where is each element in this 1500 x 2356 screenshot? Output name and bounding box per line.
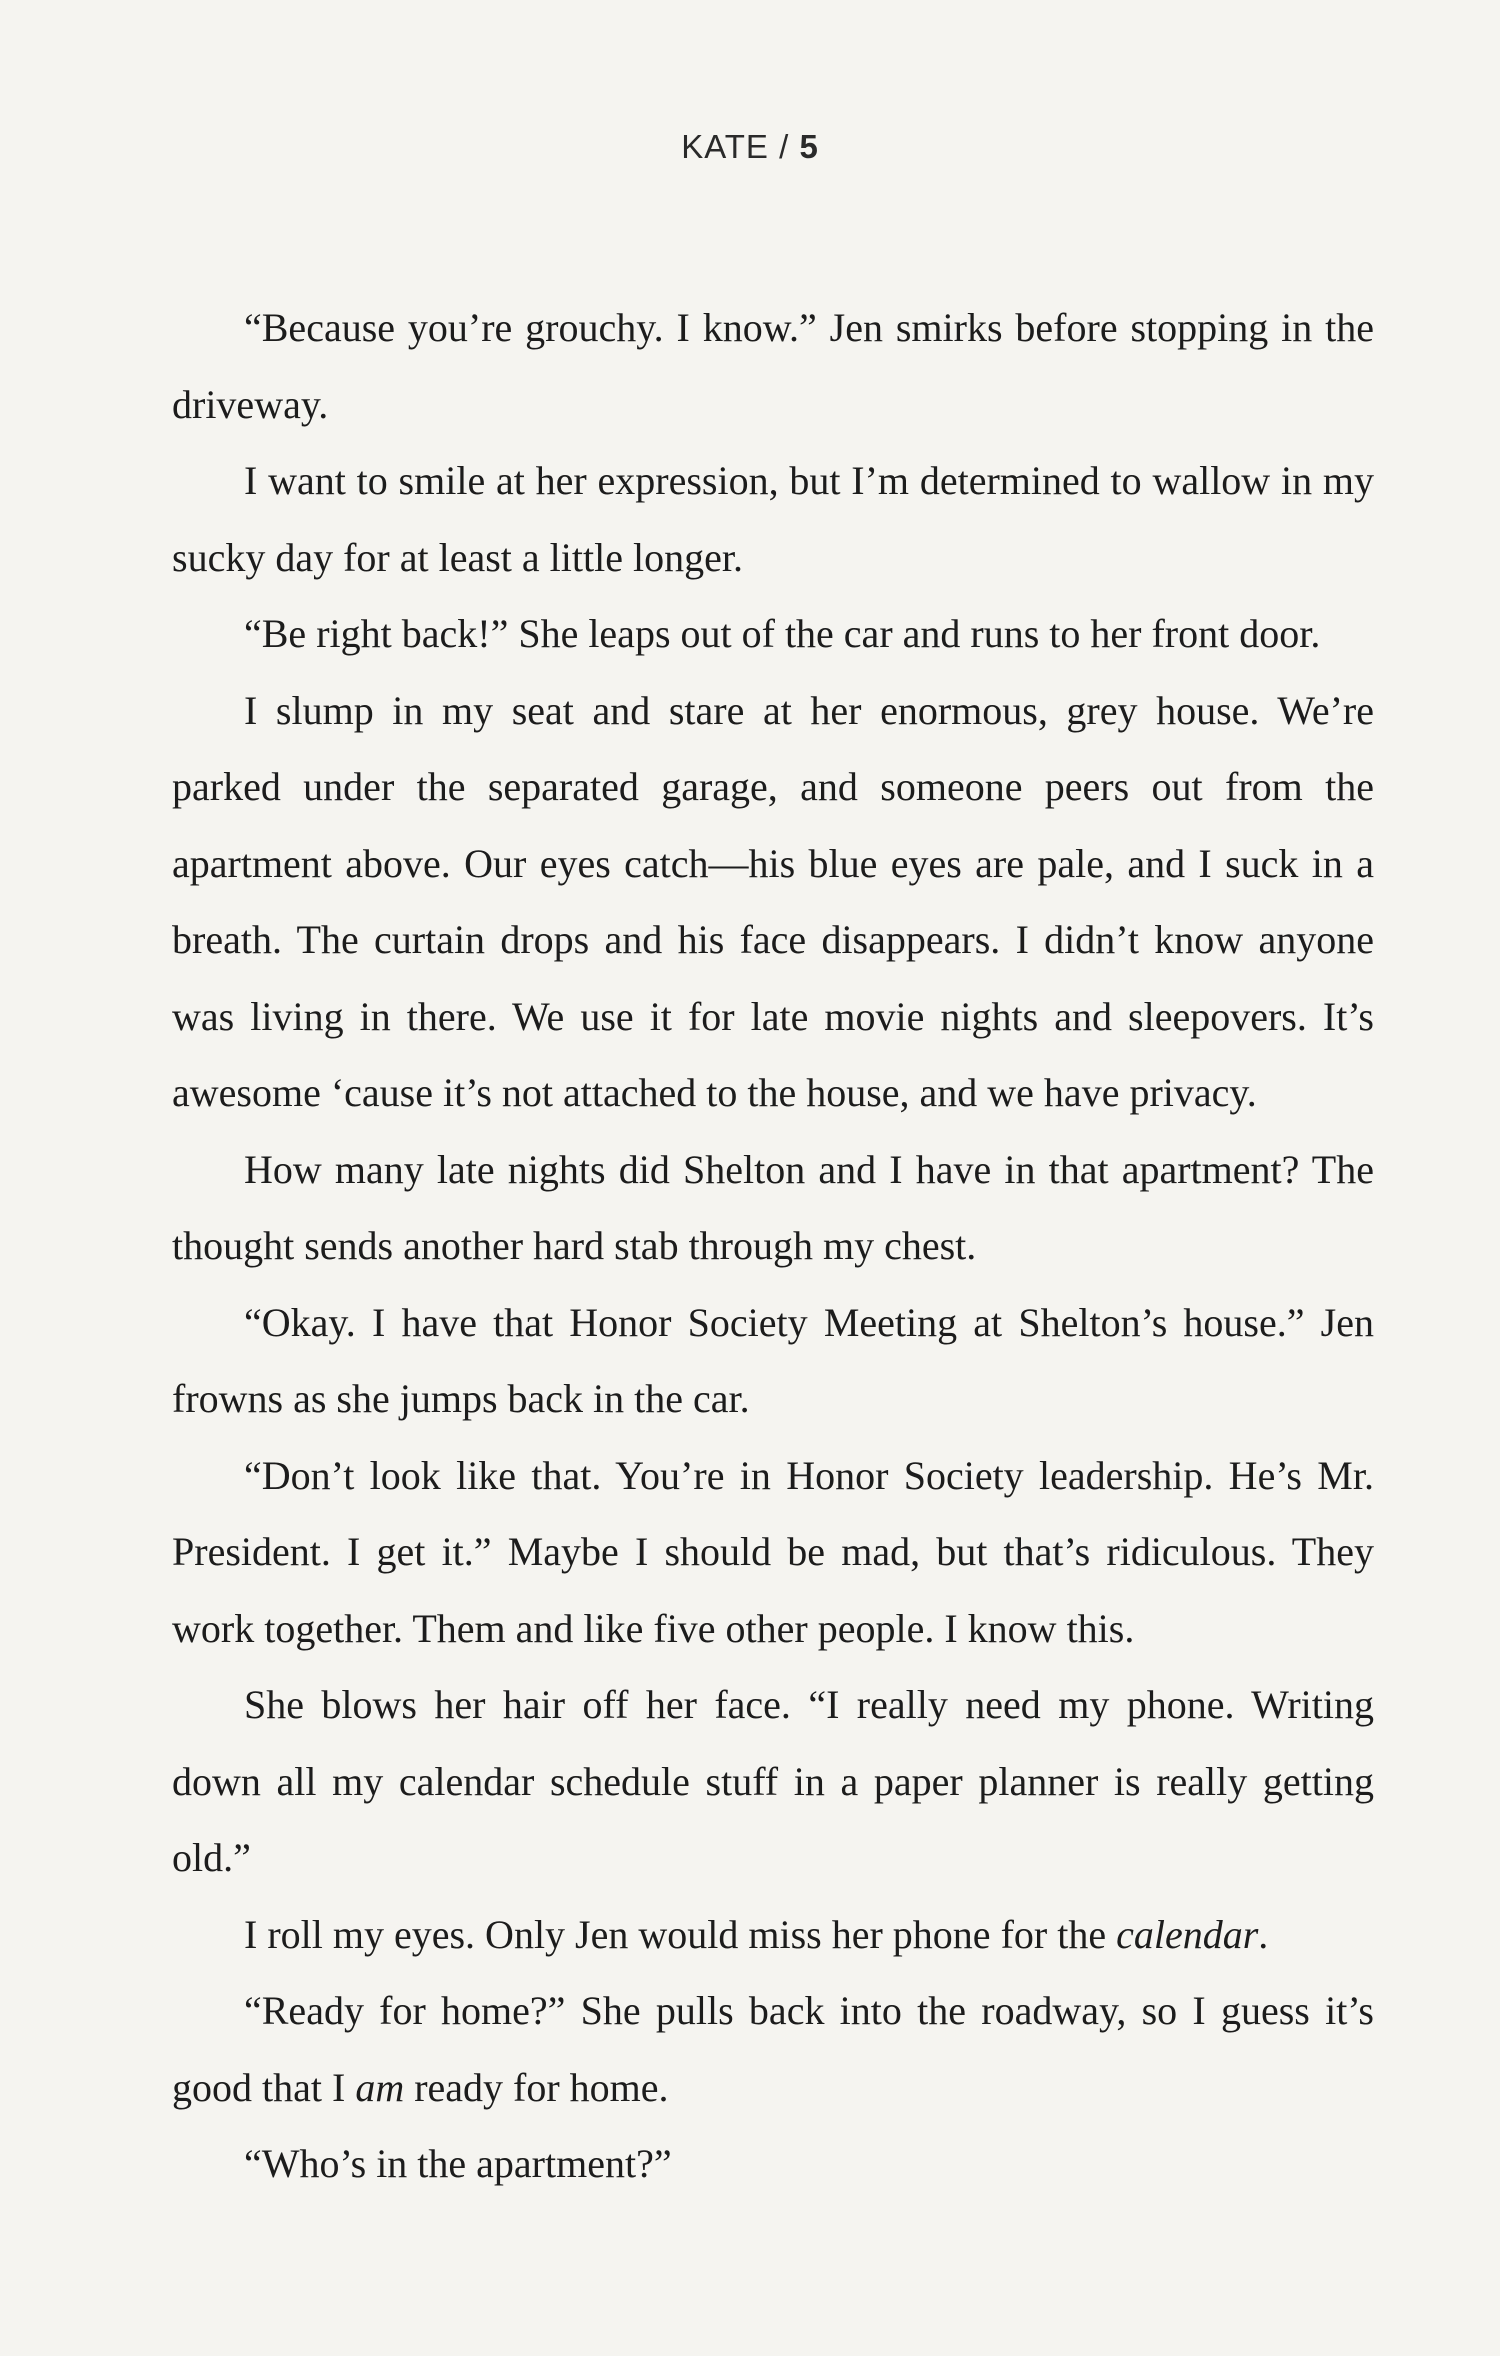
italic-emphasis: calendar — [1116, 1911, 1259, 1957]
paragraph — [172, 443, 1374, 596]
paragraph — [172, 1897, 1374, 1974]
paragraph-text: “Don’t look like that. You’re in Honor Society leadership. He’s Mr. President. I get it.” Maybe I should be mad, but that’s ridiculous. They work together. Them and like five other people. I know this. — [172, 1452, 1374, 1651]
italic-emphasis: am — [355, 2064, 405, 2110]
running-head-title: KATE — [681, 128, 769, 165]
paragraph-text: ready for home. — [404, 2064, 669, 2110]
paragraph-text: . — [1258, 1911, 1269, 1957]
paragraph-text: “Who’s in the apartment?” — [244, 2141, 672, 2186]
paragraph — [172, 290, 1374, 443]
paragraph — [172, 1285, 1374, 1438]
paragraph-text: “Okay. I have that Honor Society Meeting at Shelton’s house.” Jen frowns as she jumps back in the car. — [172, 1299, 1374, 1421]
paragraph-text: “Because you’re grouchy. I know.” Jen smirks before stopping in the driveway. — [172, 305, 1374, 427]
paragraph — [172, 1438, 1374, 1668]
paragraph-text: “Ready for home?” She pulls back into the roadway, so I guess it’s good that I — [172, 1988, 1374, 2110]
page-number: 5 — [799, 128, 819, 165]
running-head — [0, 128, 1500, 166]
body-text — [172, 290, 1374, 2203]
paragraph-text: I want to smile at her expression, but I’m determined to wallow in my sucky day for at least a little longer. — [172, 458, 1374, 580]
paragraph-text: “Be right back!” She leaps out of the car and runs to her front door. — [244, 611, 1321, 656]
paragraph — [172, 673, 1374, 1132]
running-head-separator: / — [779, 128, 790, 165]
paragraph — [172, 2126, 1374, 2203]
paragraph-text: I slump in my seat and stare at her enormous, grey house. We’re parked under the separated garage, and someone peers out from the apartment above. Our eyes catch—his blue eyes are pale, and I suck in a breath. The curtain drops and his face disappears. I didn’t know anyone was living in there. We use it for late movie nights and sleepovers. It’s awesome ‘cause it’s not attached to the house, and we have privacy. — [172, 687, 1374, 1115]
paragraph-text: I roll my eyes. Only Jen would miss her phone for the — [244, 1911, 1117, 1957]
paragraph-text: She blows her hair off her face. “I really need my phone. Writing down all my calendar schedule stuff in a paper planner is really getting old.” — [172, 1682, 1374, 1880]
paragraph — [172, 1973, 1374, 2126]
paragraph — [172, 596, 1374, 673]
paragraph-text: How many late nights did Shelton and I have in that apartment? The thought sends another hard stab through my chest. — [172, 1146, 1374, 1268]
paragraph — [172, 1132, 1374, 1285]
paragraph — [172, 1667, 1374, 1897]
